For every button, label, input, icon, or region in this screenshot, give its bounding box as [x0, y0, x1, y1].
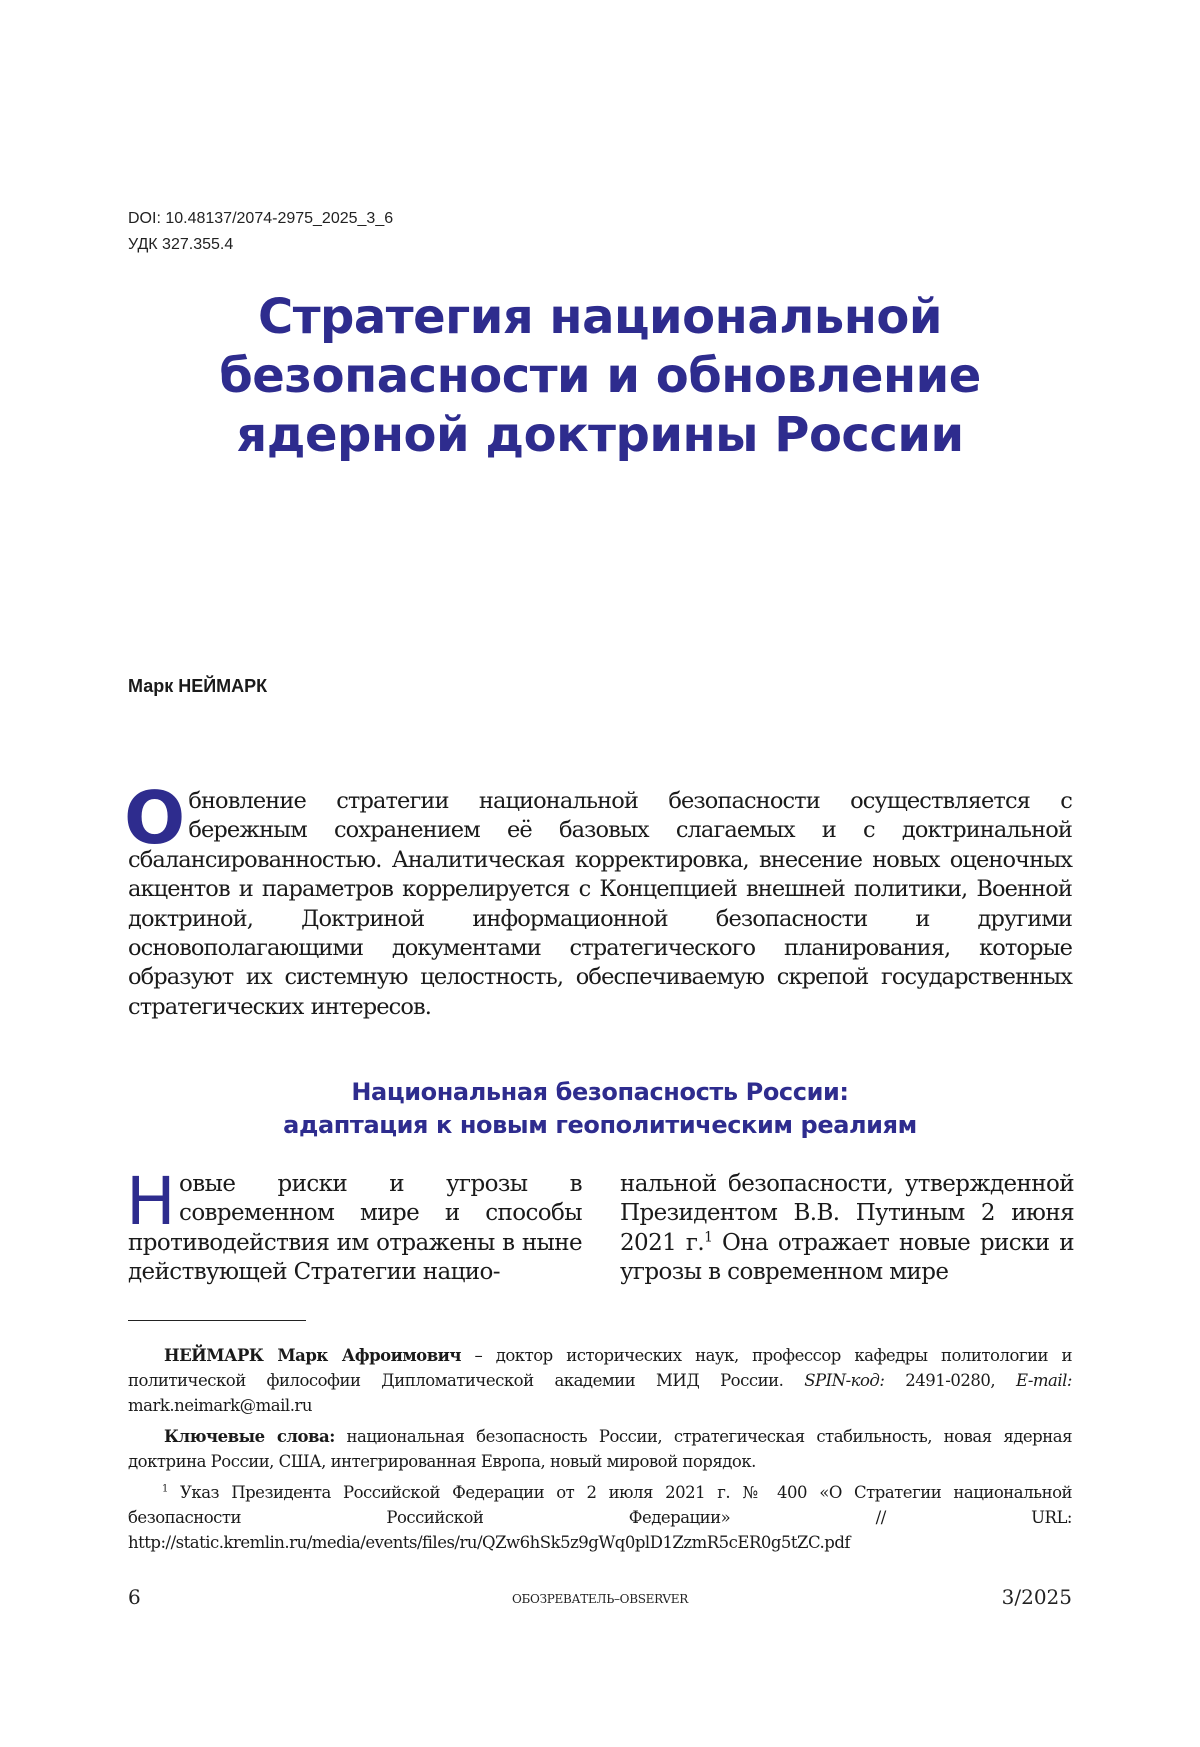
footnote-ref-1[interactable]: 1 [704, 1229, 712, 1245]
spin-label: SPIN-код: [804, 1371, 884, 1390]
keywords-text: национальная безопасность России, стратегическая стабильность, новая ядерная доктрина России, США, интегрированная Европа, новый мировой порядок. [128, 1427, 1072, 1471]
footnote-author-name: НЕЙМАРК Марк Афроимович [164, 1346, 461, 1365]
email-value[interactable]: mark.neimark@mail.ru [128, 1396, 312, 1415]
author-name: Марк НЕЙМАРК [128, 676, 267, 697]
footnote-1-mark: 1 [162, 1484, 168, 1495]
journal-name: ОБОЗРЕВАТЕЛЬ–OBSERVER [510, 1592, 690, 1606]
section-heading-line2: адаптация к новым геополитическим реалиям [283, 1111, 917, 1139]
footnote-1 [128, 1480, 1072, 1555]
udk-code: УДК 327.355.4 [128, 232, 393, 258]
section-heading-line1: Национальная безопасность России: [351, 1078, 848, 1106]
body-column-right [620, 1170, 1074, 1288]
page-number: 6 [128, 1585, 141, 1609]
body-column-left [128, 1170, 582, 1288]
spin-value: 2491-0280, [884, 1371, 1016, 1390]
email-label: E-mail: [1016, 1371, 1072, 1390]
body-right-tail: Она отражает новые риски и угрозы в современном мире [620, 1230, 1074, 1285]
article-title: Стратегия национальной безопасности и обновление ядерной доктрины России [128, 288, 1072, 465]
section-heading [128, 1076, 1072, 1142]
body-left-text: овые риски и угрозы в современном мире и способы противодействия им отражены в ныне действующей Стратегии нацио- [128, 1171, 582, 1285]
footnote-author [128, 1343, 1072, 1418]
footnote-1-text[interactable]: Указ Президента Российской Федерации от 2 июля 2021 г. № 400 «О Стратегии национальной безопасности Российской Федерации» // URL: http://static.kremlin.ru/media/events/files/ru/QZw6hSk5z9gWq0plD1ZzmR5cER0g5tZC.pdf [128, 1483, 1072, 1552]
body-right-text: нальной безопасности, утвержденной Президентом В.В. Путиным 2 июня 2021 г. [620, 1171, 1074, 1256]
article-meta [128, 206, 393, 258]
abstract-dropcap: О [124, 791, 184, 845]
abstract-text: бновление стратегии национальной безопасности осуществляется с бережным сохранением её базовых слагаемых и с доктринальной сбалансированностью. Аналитическая корректировка, внесение новых оценочных акцентов и параметров коррелируется с Концепцией внешней политики, Военной доктриной, Доктриной информационной безопасности и другими основополагающими документами стратегического планирования, которые образуют их системную целостность, обеспечиваемую скрепой государственных стратегических интересов. [128, 788, 1072, 1020]
issue-number: 3/2025 [1002, 1585, 1072, 1609]
doi: DOI: 10.48137/2074-2975_2025_3_6 [128, 206, 393, 232]
footnote-author-desc: – доктор исторических наук, профессор кафедры политологии и политической философии Дипломатической академии МИД России. [128, 1346, 1072, 1390]
body-dropcap: Н [126, 1176, 175, 1228]
footnote-keywords [128, 1424, 1072, 1474]
keywords-label: Ключевые слова: [164, 1427, 335, 1446]
footnote-divider [128, 1320, 306, 1321]
abstract [128, 787, 1072, 1022]
